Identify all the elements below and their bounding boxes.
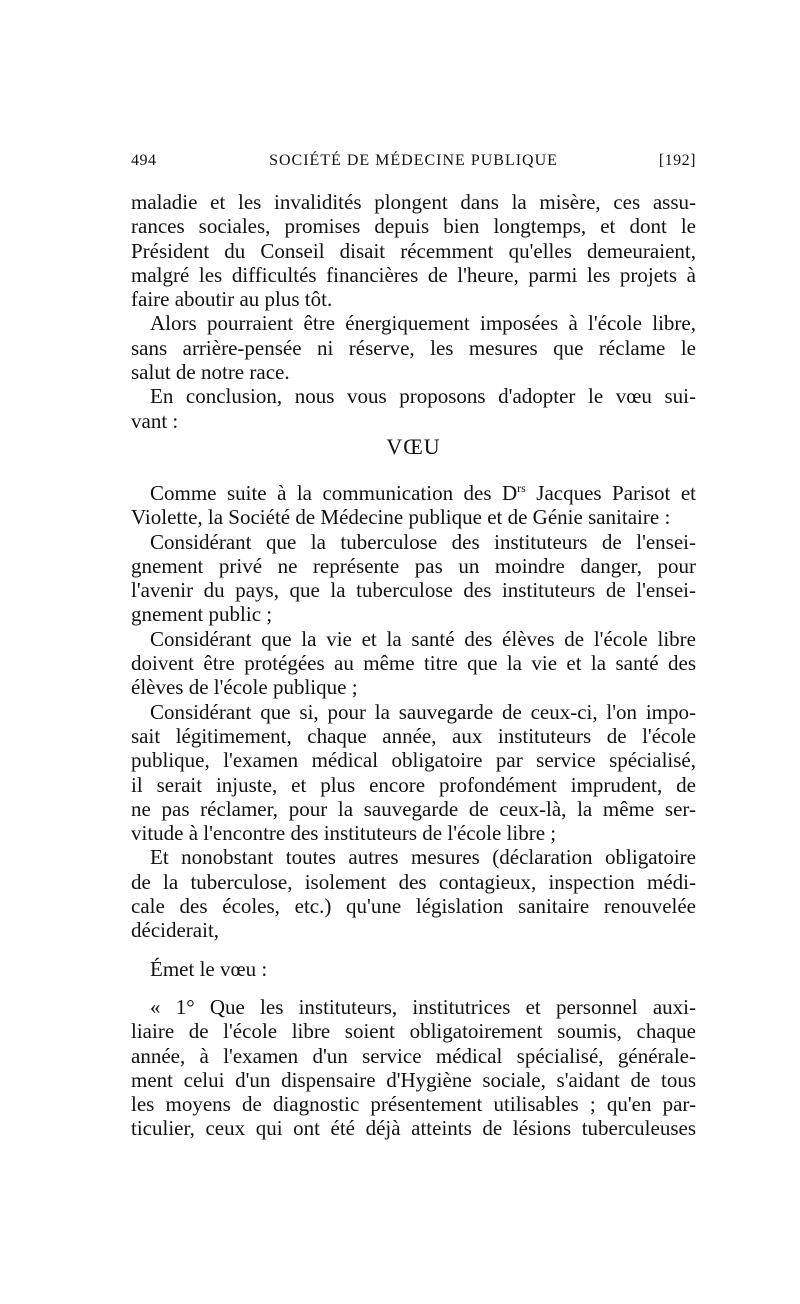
page-number: 494 bbox=[131, 152, 157, 169]
text-line: Alors pourraient être énergiquement imposées à l'école libre, bbox=[150, 311, 696, 336]
text-line: l'avenir du pays, que la tuberculose des instituteurs de l'ensei- bbox=[131, 578, 696, 603]
text-line: malgré les difficultés financières de l'heure, parmi les projets à bbox=[131, 262, 696, 287]
text-segment: Jacques Parisot et bbox=[525, 480, 697, 505]
text-segment: Comme suite à la communication des D bbox=[150, 480, 518, 505]
vertical-space bbox=[131, 943, 696, 957]
text-line: gnement privé ne représente pas un moindre danger, pour bbox=[131, 553, 696, 578]
paragraph-considerant-3 bbox=[131, 700, 696, 846]
text-line: sait légitimement, chaque année, aux instituteurs de l'école bbox=[131, 723, 696, 748]
text-line: maladie et les invalidités plongent dans la misère, ces assu- bbox=[131, 190, 696, 214]
text-line: de la tuberculose, isolement des contagieux, inspection médi- bbox=[131, 869, 696, 894]
text-line: Violette, la Société de Médecine publique et de Génie sanitaire : bbox=[131, 505, 671, 530]
text-line: déciderait, bbox=[131, 918, 220, 943]
paragraph-considerant-2 bbox=[131, 627, 696, 700]
section-heading-voeu: VŒU bbox=[386, 433, 441, 459]
text-line: faire aboutir au plus tôt. bbox=[131, 287, 333, 312]
text-line bbox=[131, 481, 696, 505]
paragraph-nonobstant bbox=[131, 845, 696, 942]
text-line: année, à l'examen d'un service médical spécialisé, générale- bbox=[131, 1043, 696, 1068]
vertical-space bbox=[131, 981, 696, 995]
text-line: publique, l'examen médical obligatoire par service spécialisé, bbox=[131, 748, 696, 773]
running-header bbox=[131, 148, 696, 174]
text-line: cale des écoles, etc.) qu'une législation sanitaire renouvelée bbox=[131, 894, 696, 919]
text-line: « 1° Que les instituteurs, institutrices et personnel auxi- bbox=[150, 994, 696, 1019]
text-line: En conclusion, nous vous proposons d'adopter le vœu sui- bbox=[150, 384, 696, 409]
paragraph-communication bbox=[131, 481, 696, 530]
book-page bbox=[131, 148, 696, 1141]
text-line: vant : bbox=[131, 408, 179, 433]
text-line: ne pas réclamer, pour la sauvegarde de ceux-là, la même ser- bbox=[131, 796, 696, 821]
text-line: salut de notre race. bbox=[131, 360, 290, 385]
text-line: vitude à l'encontre des instituteurs de l'école libre ; bbox=[131, 821, 557, 846]
text-line: rances sociales, promises depuis bien longtemps, et dont le bbox=[131, 214, 696, 239]
text-line: Et nonobstant toutes autres mesures (déclaration obligatoire bbox=[150, 845, 696, 870]
body-text bbox=[131, 190, 696, 1141]
text-line: gnement public ; bbox=[131, 602, 273, 627]
text-line: il serait injuste, et plus encore profondément imprudent, de bbox=[131, 772, 696, 797]
paragraph-conclusion bbox=[131, 384, 696, 433]
paragraph-resolution-1 bbox=[131, 995, 696, 1141]
text-line: Président du Conseil disait récemment qu'elles demeuraient, bbox=[131, 238, 696, 263]
superscript-abbreviation: rs bbox=[517, 480, 526, 495]
paragraph-measures bbox=[131, 311, 696, 384]
text-line: ticulier, ceux qui ont été déjà atteints de lésions tuberculeuses bbox=[131, 1116, 696, 1141]
text-line: Considérant que si, pour la sauvegarde de ceux-ci, l'on impo- bbox=[150, 699, 696, 724]
text-line: Considérant que la vie et la santé des élèves de l'école libre bbox=[150, 626, 696, 651]
text-line: ment celui d'un dispensaire d'Hygiène sociale, s'aidant de tous bbox=[131, 1067, 696, 1092]
paragraph-considerant-1 bbox=[131, 530, 696, 627]
text-line: doivent être protégées au même titre que la vie et la santé des bbox=[131, 651, 696, 676]
running-title: SOCIÉTÉ DE MÉDECINE PUBLIQUE bbox=[269, 152, 558, 169]
text-line: sans arrière-pensée ni réserve, les mesures que réclame le bbox=[131, 335, 696, 360]
text-line: liaire de l'école libre soient obligatoirement soumis, chaque bbox=[131, 1019, 696, 1044]
paragraph-insurances bbox=[131, 190, 696, 311]
text-line: les moyens de diagnostic présentement utilisables ; qu'en par- bbox=[131, 1092, 696, 1117]
bracket-reference: [192] bbox=[658, 152, 696, 169]
text-line: Considérant que la tuberculose des instituteurs de l'ensei- bbox=[150, 529, 696, 554]
resolution-statement: Émet le vœu : bbox=[150, 956, 268, 981]
text-line: élèves de l'école publique ; bbox=[131, 675, 358, 700]
